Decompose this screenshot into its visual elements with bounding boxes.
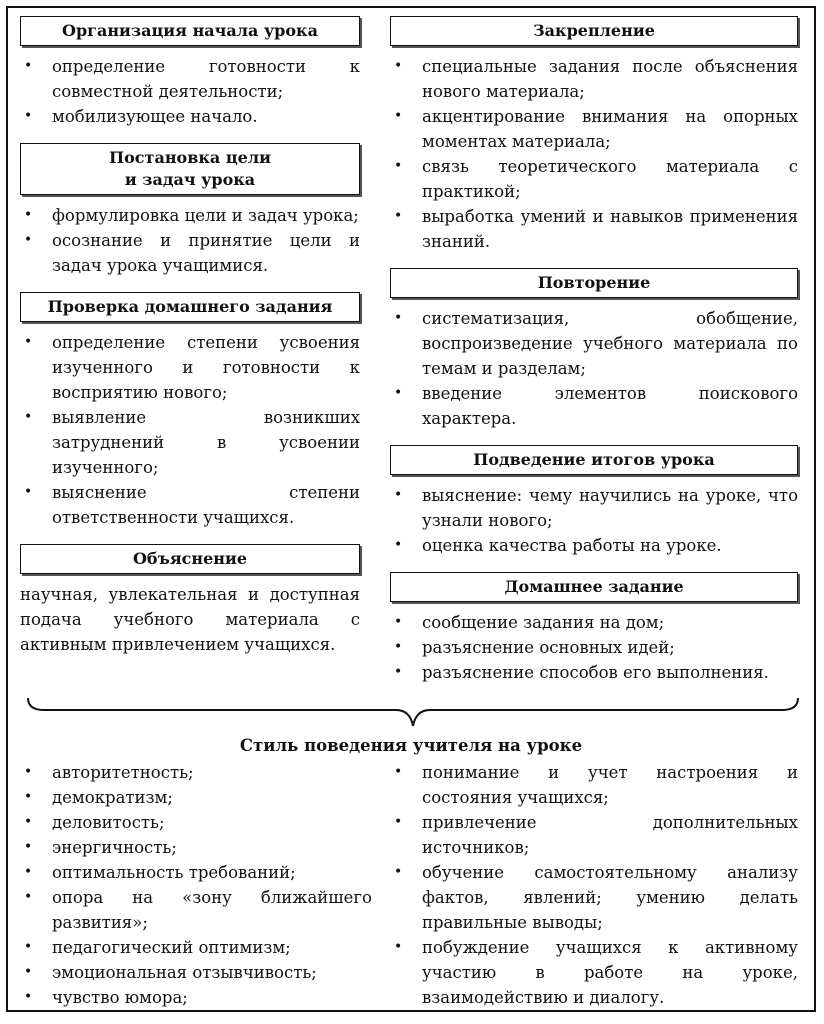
list-item: • введение элементов поискового характера. — [390, 381, 798, 431]
list-item: • энергичность; — [20, 835, 372, 860]
bullet-icon: • — [24, 939, 33, 955]
bullet-icon: • — [394, 864, 403, 880]
bullet-icon: • — [24, 789, 33, 805]
explanation-text: научная, увлекательная и доступная подача учебного материала с активным привлечением учащихся. — [20, 585, 360, 654]
list-item: • осознание и принятие цели и задач урока учащимися. — [20, 228, 360, 278]
list-item: • выработка умений и навыков применения знаний. — [390, 204, 798, 254]
list-item: • систематизация, обобщение, воспроизведение учебного материала по темам и разделам; — [390, 306, 798, 381]
teacher-style-title: Стиль поведения учителя на уроке — [239, 736, 583, 755]
list-item: • обучение самостоятельному анализу фактов, явлений; умению делать правильные выводы; — [390, 860, 798, 935]
goal-heading: Постановка цели и задач урока — [20, 143, 360, 195]
goal-list — [20, 203, 360, 278]
bullet-icon: • — [394, 614, 403, 630]
bullet-icon: • — [24, 334, 33, 350]
list-item: • оценка качества работы на уроке. — [390, 533, 798, 558]
left-column — [20, 16, 360, 657]
list-item: • сообщение задания на дом; — [390, 610, 798, 635]
list-item: • акцентирование внимания на опорных моментах материала; — [390, 104, 798, 154]
bullet-icon: • — [394, 208, 403, 224]
bullet-icon: • — [24, 108, 33, 124]
bullet-icon: • — [394, 310, 403, 326]
bullet-icon: • — [24, 484, 33, 500]
bullet-icon: • — [24, 814, 33, 830]
homework-list — [390, 610, 798, 685]
list-item: • оптимальность требований; — [20, 860, 372, 885]
bullet-icon: • — [394, 537, 403, 553]
homework-heading: Домашнее задание — [390, 572, 798, 602]
lesson-structure-page — [6, 6, 816, 1012]
bullet-icon: • — [394, 814, 403, 830]
teacher-style-right-column — [390, 760, 798, 1024]
list-item: • привлечение дополнительных источников; — [390, 810, 798, 860]
list-item: • специальные задания после объяснения нового материала; — [390, 54, 798, 104]
bullet-icon: • — [394, 639, 403, 655]
bullet-icon: • — [24, 864, 33, 880]
consolidation-heading: Закрепление — [390, 16, 798, 46]
list-item: • связь теоретического материала с практикой; — [390, 154, 798, 204]
list-item: • побуждение учащихся к активному участию в работе на уроке, взаимодействию и диалогу. — [390, 935, 798, 1010]
list-item: • понимание и учет настроения и состояния учащихся; — [390, 760, 798, 810]
list-item: • выяснение степени ответственности учащихся. — [20, 480, 360, 530]
list-item: • чувство юмора; — [20, 985, 372, 1010]
bullet-icon: • — [394, 664, 403, 680]
bullet-icon: • — [394, 487, 403, 503]
right-column — [390, 16, 798, 699]
list-item: • выявление возникших затруднений в усвоении изученного; — [20, 405, 360, 480]
bullet-icon: • — [24, 989, 33, 1005]
list-item: • определение степени усвоения изученного и готовности к восприятию нового; — [20, 330, 360, 405]
list-item: • педагогический оптимизм; — [20, 935, 372, 960]
bullet-icon: • — [394, 764, 403, 780]
bullet-icon: • — [24, 764, 33, 780]
bullet-icon: • — [24, 964, 33, 980]
list-item: • эмоциональная отзывчивость; — [20, 960, 372, 985]
list-item: • деловитость; — [20, 810, 372, 835]
org-heading: Организация начала урока — [20, 16, 360, 46]
list-item: • опора на «зону ближайшего развития»; — [20, 885, 372, 935]
bullet-icon: • — [394, 58, 403, 74]
bullet-icon: • — [24, 409, 33, 425]
bullet-icon: • — [394, 385, 403, 401]
repetition-list — [390, 306, 798, 431]
org-list — [20, 54, 360, 129]
list-item: • выяснение: чему научились на уроке, что узнали нового; — [390, 483, 798, 533]
bullet-icon: • — [394, 108, 403, 124]
list-item: • формулировка цели и задач урока; — [20, 203, 360, 228]
summary-list — [390, 483, 798, 558]
bullet-icon: • — [24, 232, 33, 248]
homework-check-list — [20, 330, 360, 530]
consolidation-list — [390, 54, 798, 254]
list-item: • авторитетность; — [20, 760, 372, 785]
teacher-style-left-column — [20, 760, 372, 1024]
list-item: • определение готовности к совместной деятельности; — [20, 54, 360, 104]
bullet-icon: • — [24, 58, 33, 74]
teacher-style-left-list — [20, 760, 372, 1010]
bullet-icon: • — [24, 889, 33, 905]
list-item: • демократизм; — [20, 785, 372, 810]
bullet-icon: • — [394, 158, 403, 174]
curly-brace-icon — [26, 696, 800, 730]
list-item: • мобилизующее начало. — [20, 104, 360, 129]
list-item: • разъяснение способов его выполнения. — [390, 660, 798, 685]
bullet-icon: • — [24, 207, 33, 223]
homework-check-heading: Проверка домашнего задания — [20, 292, 360, 322]
explanation-heading: Объяснение — [20, 544, 360, 574]
list-item: • разъяснение основных идей; — [390, 635, 798, 660]
teacher-style-right-list — [390, 760, 798, 1010]
repetition-heading: Повторение — [390, 268, 798, 298]
bullet-icon: • — [394, 939, 403, 955]
bullet-icon: • — [24, 839, 33, 855]
summary-heading: Подведение итогов урока — [390, 445, 798, 475]
